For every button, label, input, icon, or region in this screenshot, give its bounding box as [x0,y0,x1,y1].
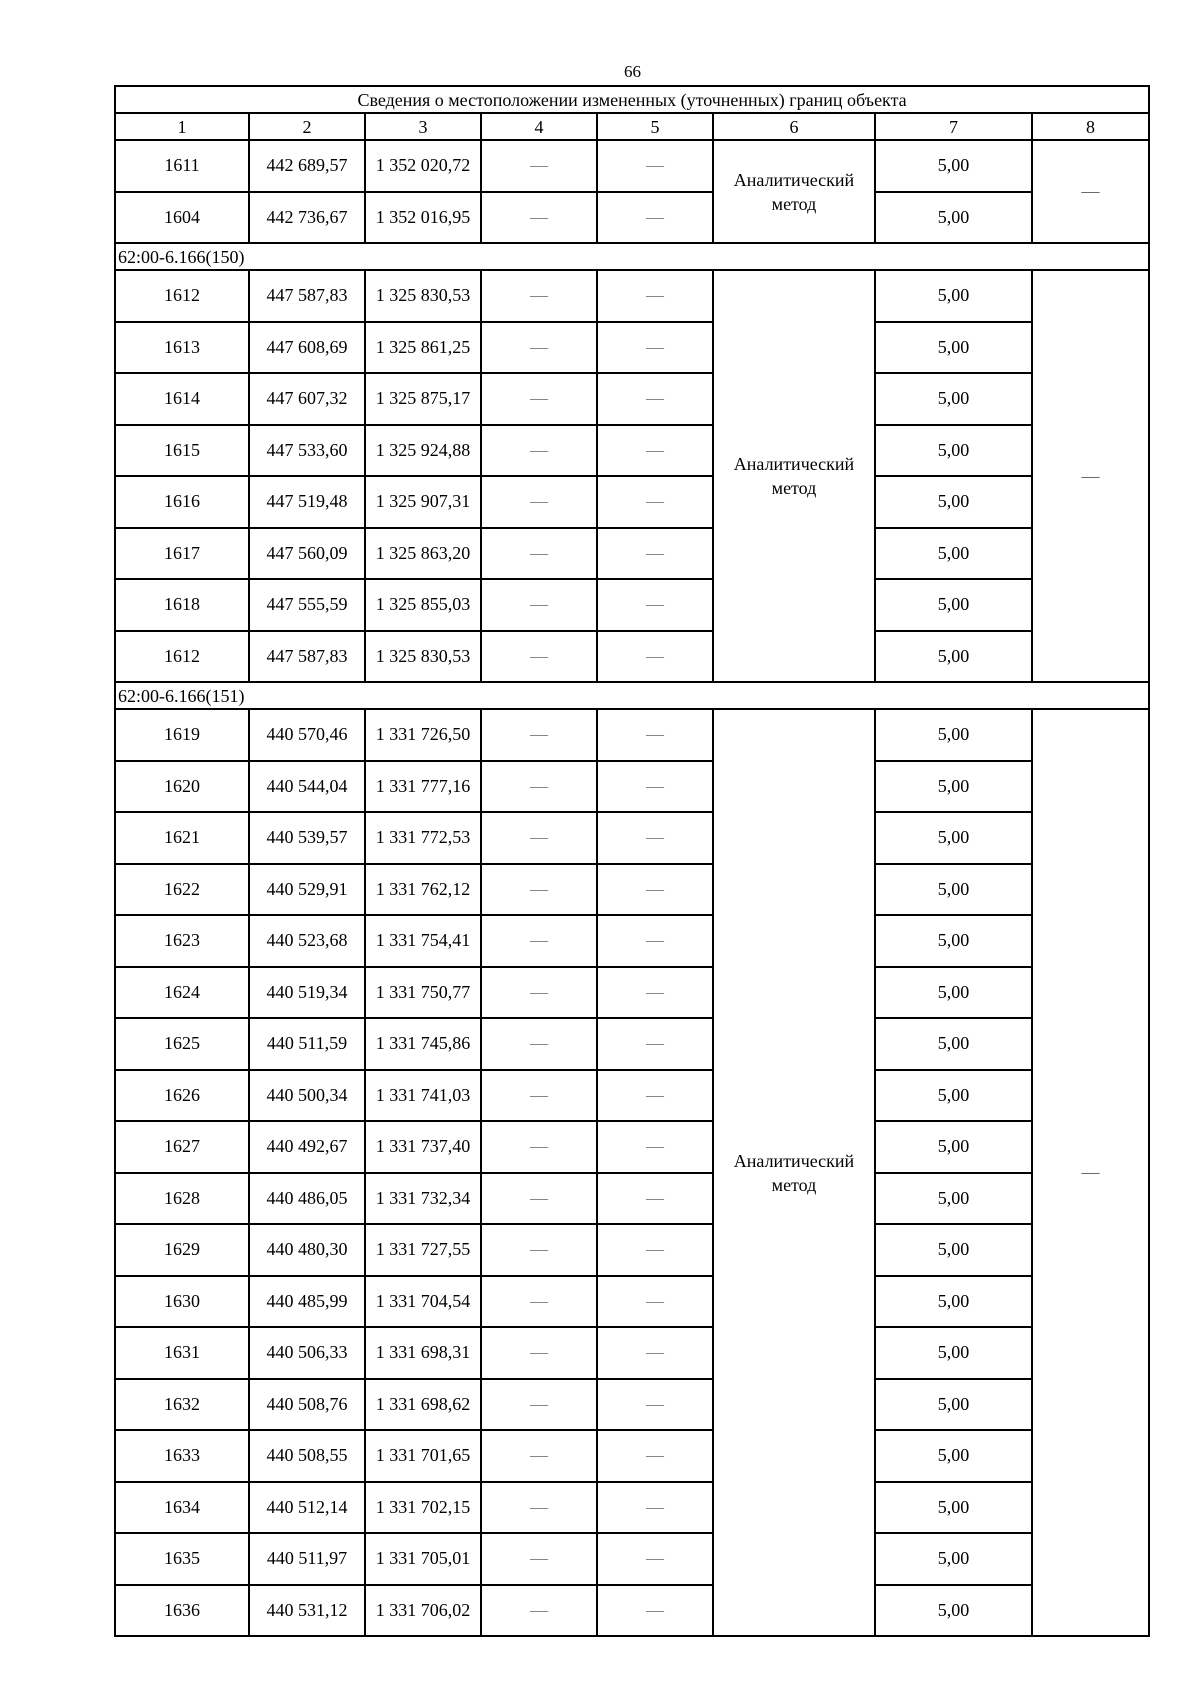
accuracy-cell: 5,00 [875,425,1032,477]
accuracy-cell: 5,00 [875,373,1032,425]
column-5-cell: — [597,1585,713,1637]
x-coordinate-cell: 447 555,59 [249,579,365,631]
y-coordinate-cell: 1 331 727,55 [365,1224,481,1276]
y-coordinate-cell: 1 331 772,53 [365,812,481,864]
column-number: 1 [115,113,249,140]
y-coordinate-cell: 1 331 745,86 [365,1018,481,1070]
y-coordinate-cell: 1 325 830,53 [365,631,481,683]
table-title: Сведения о местоположении измененных (уточненных) границ объекта [115,86,1149,113]
table-row [115,192,1149,244]
column-number-row [115,113,1149,140]
point-number-cell: 1625 [115,1018,249,1070]
accuracy-cell: 5,00 [875,1276,1032,1328]
accuracy-cell: 5,00 [875,761,1032,813]
x-coordinate-cell: 440 480,30 [249,1224,365,1276]
table-row [115,1173,1149,1225]
accuracy-cell: 5,00 [875,709,1032,761]
column-5-cell: — [597,761,713,813]
column-4-cell: — [481,761,597,813]
table-row [115,1327,1149,1379]
accuracy-cell: 5,00 [875,476,1032,528]
y-coordinate-cell: 1 331 698,62 [365,1379,481,1431]
point-number-cell: 1612 [115,270,249,322]
parcel-number-label: 62:00-6.166(151) [115,682,1149,709]
table-row [115,528,1149,580]
column-4-cell: — [481,1224,597,1276]
column-5-cell: — [597,1018,713,1070]
table-row [115,761,1149,813]
method-cell: Аналитический метод [713,140,875,243]
y-coordinate-cell: 1 325 907,31 [365,476,481,528]
column-8-cell: — [1032,140,1149,243]
table-row [115,1379,1149,1431]
column-4-cell: — [481,192,597,244]
accuracy-cell: 5,00 [875,1379,1032,1431]
point-number-cell: 1616 [115,476,249,528]
table-row [115,1585,1149,1637]
x-coordinate-cell: 447 519,48 [249,476,365,528]
column-4-cell: — [481,1430,597,1482]
x-coordinate-cell: 440 523,68 [249,915,365,967]
column-4-cell: — [481,864,597,916]
point-number-cell: 1630 [115,1276,249,1328]
point-number-cell: 1615 [115,425,249,477]
x-coordinate-cell: 447 560,09 [249,528,365,580]
point-number-cell: 1619 [115,709,249,761]
section-header-row [115,682,1149,709]
table-row [115,270,1149,322]
point-number-cell: 1629 [115,1224,249,1276]
column-5-cell: — [597,192,713,244]
column-5-cell: — [597,1173,713,1225]
method-cell: Аналитический метод [713,270,875,682]
x-coordinate-cell: 440 531,12 [249,1585,365,1637]
accuracy-cell: 5,00 [875,1070,1032,1122]
column-4-cell: — [481,1482,597,1534]
x-coordinate-cell: 447 587,83 [249,631,365,683]
accuracy-cell: 5,00 [875,1173,1032,1225]
column-5-cell: — [597,1327,713,1379]
x-coordinate-cell: 440 511,59 [249,1018,365,1070]
accuracy-cell: 5,00 [875,528,1032,580]
column-5-cell: — [597,1533,713,1585]
column-4-cell: — [481,476,597,528]
accuracy-cell: 5,00 [875,1533,1032,1585]
x-coordinate-cell: 440 486,05 [249,1173,365,1225]
column-5-cell: — [597,864,713,916]
column-4-cell: — [481,709,597,761]
column-number: 6 [713,113,875,140]
table-title-row [115,86,1149,113]
point-number-cell: 1620 [115,761,249,813]
column-4-cell: — [481,967,597,1019]
point-number-cell: 1622 [115,864,249,916]
table-row [115,1430,1149,1482]
y-coordinate-cell: 1 325 861,25 [365,322,481,374]
table-row [115,915,1149,967]
point-number-cell: 1617 [115,528,249,580]
y-coordinate-cell: 1 331 706,02 [365,1585,481,1637]
table-row [115,579,1149,631]
column-number: 8 [1032,113,1149,140]
x-coordinate-cell: 440 500,34 [249,1070,365,1122]
point-number-cell: 1627 [115,1121,249,1173]
column-5-cell: — [597,1430,713,1482]
table-row [115,864,1149,916]
column-8-cell: — [1032,709,1149,1636]
accuracy-cell: 5,00 [875,270,1032,322]
accuracy-cell: 5,00 [875,322,1032,374]
table-row [115,1121,1149,1173]
point-number-cell: 1613 [115,322,249,374]
column-4-cell: — [481,579,597,631]
point-number-cell: 1635 [115,1533,249,1585]
point-number-cell: 1612 [115,631,249,683]
accuracy-cell: 5,00 [875,1482,1032,1534]
point-number-cell: 1604 [115,192,249,244]
column-4-cell: — [481,1121,597,1173]
parcel-number-label: 62:00-6.166(150) [115,243,1149,270]
table-row [115,373,1149,425]
column-5-cell: — [597,322,713,374]
x-coordinate-cell: 440 492,67 [249,1121,365,1173]
y-coordinate-cell: 1 331 777,16 [365,761,481,813]
x-coordinate-cell: 442 689,57 [249,140,365,192]
accuracy-cell: 5,00 [875,1018,1032,1070]
column-4-cell: — [481,915,597,967]
table-row [115,967,1149,1019]
accuracy-cell: 5,00 [875,631,1032,683]
boundary-coordinates-table [114,85,1150,1637]
column-number: 7 [875,113,1032,140]
accuracy-cell: 5,00 [875,1430,1032,1482]
column-8-cell: — [1032,270,1149,682]
point-number-cell: 1614 [115,373,249,425]
point-number-cell: 1626 [115,1070,249,1122]
y-coordinate-cell: 1 325 830,53 [365,270,481,322]
x-coordinate-cell: 447 608,69 [249,322,365,374]
column-4-cell: — [481,1173,597,1225]
x-coordinate-cell: 440 506,33 [249,1327,365,1379]
table-row [115,631,1149,683]
column-4-cell: — [481,1327,597,1379]
x-coordinate-cell: 440 512,14 [249,1482,365,1534]
x-coordinate-cell: 440 511,97 [249,1533,365,1585]
column-5-cell: — [597,1070,713,1122]
column-4-cell: — [481,373,597,425]
table-row [115,476,1149,528]
x-coordinate-cell: 440 570,46 [249,709,365,761]
table-row [115,140,1149,192]
column-4-cell: — [481,322,597,374]
column-4-cell: — [481,1018,597,1070]
table-row [115,1018,1149,1070]
column-5-cell: — [597,1224,713,1276]
column-number: 5 [597,113,713,140]
column-number: 4 [481,113,597,140]
y-coordinate-cell: 1 352 020,72 [365,140,481,192]
column-5-cell: — [597,270,713,322]
column-number: 2 [249,113,365,140]
column-5-cell: — [597,1276,713,1328]
y-coordinate-cell: 1 325 855,03 [365,579,481,631]
column-number: 3 [365,113,481,140]
table-row [115,425,1149,477]
column-5-cell: — [597,915,713,967]
x-coordinate-cell: 447 607,32 [249,373,365,425]
section-header-row [115,243,1149,270]
x-coordinate-cell: 442 736,67 [249,192,365,244]
column-4-cell: — [481,631,597,683]
column-5-cell: — [597,425,713,477]
accuracy-cell: 5,00 [875,579,1032,631]
column-4-cell: — [481,1070,597,1122]
x-coordinate-cell: 440 544,04 [249,761,365,813]
y-coordinate-cell: 1 331 754,41 [365,915,481,967]
table-row [115,322,1149,374]
point-number-cell: 1611 [115,140,249,192]
y-coordinate-cell: 1 331 702,15 [365,1482,481,1534]
table-row [115,812,1149,864]
table-row [115,1276,1149,1328]
x-coordinate-cell: 440 539,57 [249,812,365,864]
point-number-cell: 1618 [115,579,249,631]
point-number-cell: 1623 [115,915,249,967]
x-coordinate-cell: 447 587,83 [249,270,365,322]
column-5-cell: — [597,967,713,1019]
y-coordinate-cell: 1 331 750,77 [365,967,481,1019]
accuracy-cell: 5,00 [875,1585,1032,1637]
y-coordinate-cell: 1 331 741,03 [365,1070,481,1122]
y-coordinate-cell: 1 331 701,65 [365,1430,481,1482]
point-number-cell: 1621 [115,812,249,864]
y-coordinate-cell: 1 331 698,31 [365,1327,481,1379]
point-number-cell: 1636 [115,1585,249,1637]
point-number-cell: 1634 [115,1482,249,1534]
table-row [115,1533,1149,1585]
accuracy-cell: 5,00 [875,1327,1032,1379]
accuracy-cell: 5,00 [875,140,1032,192]
x-coordinate-cell: 440 508,55 [249,1430,365,1482]
accuracy-cell: 5,00 [875,1121,1032,1173]
y-coordinate-cell: 1 331 726,50 [365,709,481,761]
x-coordinate-cell: 440 529,91 [249,864,365,916]
x-coordinate-cell: 447 533,60 [249,425,365,477]
column-5-cell: — [597,528,713,580]
y-coordinate-cell: 1 352 016,95 [365,192,481,244]
table-row [115,1070,1149,1122]
point-number-cell: 1628 [115,1173,249,1225]
y-coordinate-cell: 1 325 863,20 [365,528,481,580]
table-row [115,1482,1149,1534]
accuracy-cell: 5,00 [875,967,1032,1019]
column-4-cell: — [481,812,597,864]
y-coordinate-cell: 1 331 762,12 [365,864,481,916]
column-4-cell: — [481,1533,597,1585]
column-5-cell: — [597,373,713,425]
point-number-cell: 1632 [115,1379,249,1431]
column-5-cell: — [597,1379,713,1431]
column-5-cell: — [597,476,713,528]
accuracy-cell: 5,00 [875,192,1032,244]
accuracy-cell: 5,00 [875,812,1032,864]
table-row [115,709,1149,761]
column-4-cell: — [481,270,597,322]
column-4-cell: — [481,1585,597,1637]
y-coordinate-cell: 1 331 732,34 [365,1173,481,1225]
column-4-cell: — [481,528,597,580]
table-row [115,1224,1149,1276]
x-coordinate-cell: 440 485,99 [249,1276,365,1328]
column-5-cell: — [597,1121,713,1173]
accuracy-cell: 5,00 [875,864,1032,916]
point-number-cell: 1624 [115,967,249,1019]
column-5-cell: — [597,1482,713,1534]
y-coordinate-cell: 1 325 875,17 [365,373,481,425]
point-number-cell: 1631 [115,1327,249,1379]
y-coordinate-cell: 1 325 924,88 [365,425,481,477]
accuracy-cell: 5,00 [875,915,1032,967]
method-cell: Аналитический метод [713,709,875,1636]
y-coordinate-cell: 1 331 704,54 [365,1276,481,1328]
column-4-cell: — [481,1276,597,1328]
column-5-cell: — [597,709,713,761]
x-coordinate-cell: 440 519,34 [249,967,365,1019]
accuracy-cell: 5,00 [875,1224,1032,1276]
column-4-cell: — [481,140,597,192]
x-coordinate-cell: 440 508,76 [249,1379,365,1431]
page-number: 66 [624,62,641,81]
y-coordinate-cell: 1 331 705,01 [365,1533,481,1585]
column-5-cell: — [597,140,713,192]
column-5-cell: — [597,812,713,864]
column-4-cell: — [481,1379,597,1431]
y-coordinate-cell: 1 331 737,40 [365,1121,481,1173]
column-5-cell: — [597,579,713,631]
column-4-cell: — [481,425,597,477]
column-5-cell: — [597,631,713,683]
point-number-cell: 1633 [115,1430,249,1482]
